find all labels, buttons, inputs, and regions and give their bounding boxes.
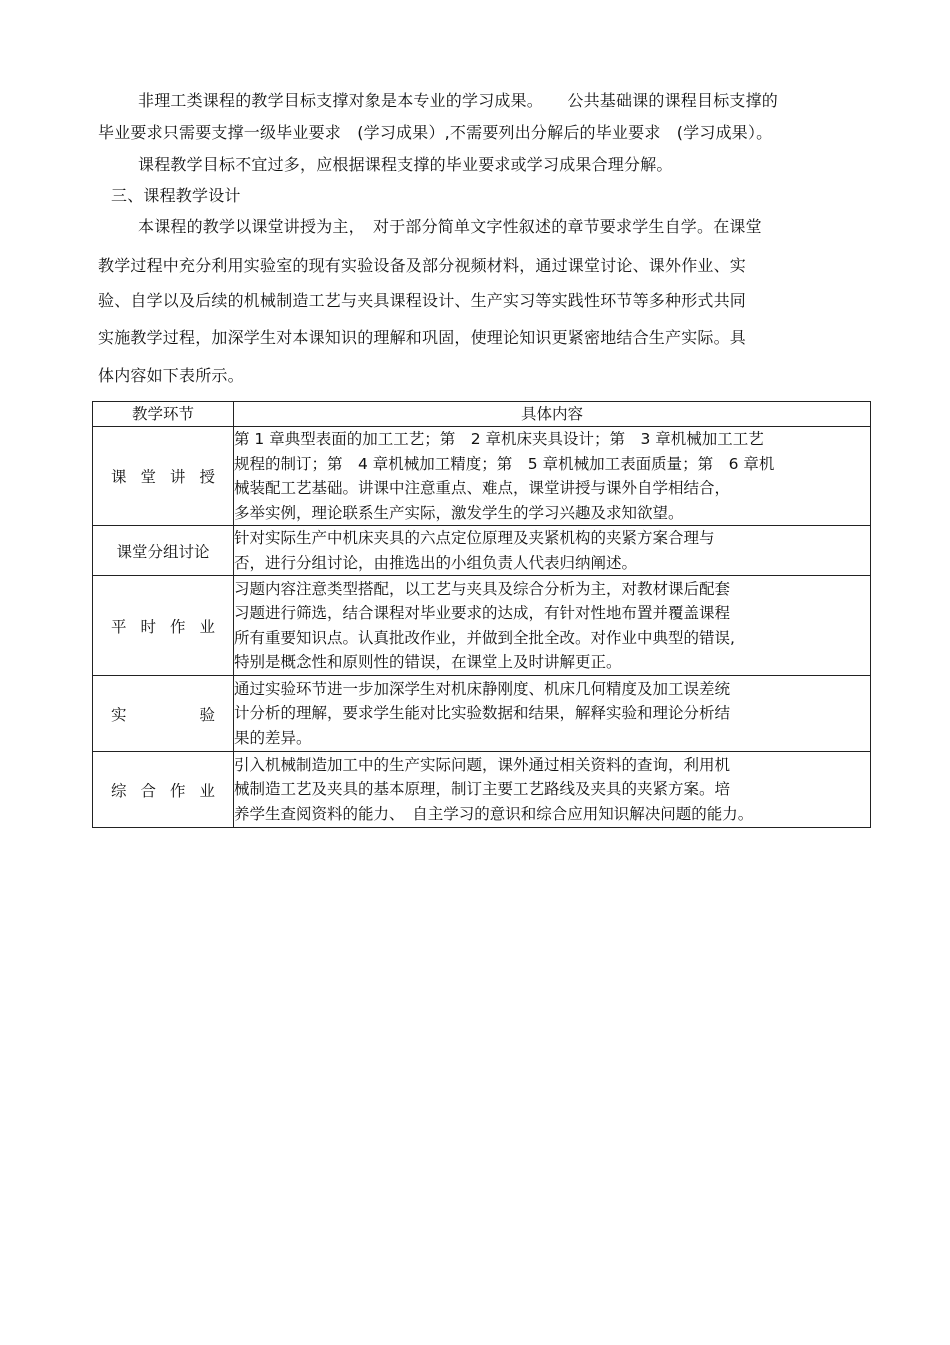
row-label: 课堂分组讨论 xyxy=(116,542,210,561)
intro-line-3: 课程教学目标不宜过多，应根据课程支撑的毕业要求或学习成果合理分解。 xyxy=(138,155,673,174)
intro-line-2: 毕业要求只需要支撑一级毕业要求 (学习成果）,不需要列出分解后的毕业要求 (学习成果）。 xyxy=(98,123,773,142)
content-line: 果的差异。 xyxy=(234,728,312,747)
table-row xyxy=(93,576,871,676)
table-row xyxy=(93,752,871,828)
row-content-cell xyxy=(234,427,871,526)
row-content-cell xyxy=(234,576,871,676)
teaching-design-table xyxy=(92,401,871,828)
row-content-cell xyxy=(234,752,871,828)
row-label-cell xyxy=(93,676,234,752)
content-line: 计分析的理解，要求学生能对比实验数据和结果，解释实验和理论分析结 xyxy=(234,704,731,723)
row-label-cell xyxy=(93,752,234,828)
content-line: 习题内容注意类型搭配，以工艺与夹具及综合分析为主，对教材课后配套 xyxy=(234,579,731,598)
content-line: 所有重要知识点。认真批改作业，并做到全批全改。对作业中典型的错误, xyxy=(234,628,735,647)
section-line-1: 本课程的教学以课堂讲授为主， 对于部分简单文字性叙述的章节要求学生自学。在课堂 xyxy=(138,217,762,236)
content-line: 习题进行筛选，结合课程对毕业要求的达成，有针对性地布置并覆盖课程 xyxy=(234,604,731,622)
content-line: 通过实验环节进一步加深学生对机床静刚度、机床几何精度及加工误差统 xyxy=(234,679,731,698)
table-row xyxy=(93,676,871,752)
content-line: 械装配工艺基础。讲课中注意重点、难点，课堂讲授与课外自学相结合， xyxy=(234,479,731,497)
header-teaching-stage: 教学环节 xyxy=(93,402,234,427)
row-content-cell xyxy=(234,526,871,576)
table-row xyxy=(93,427,871,526)
table-row xyxy=(93,526,871,576)
content-line: 否，进行分组讨论，由推选出的小组负责人代表归纳阐述。 xyxy=(234,553,638,572)
content-line: 械制造工艺及夹具的基本原理，制订主要工艺路线及夹具的夹紧方案。培 xyxy=(234,780,731,799)
row-label: 综合作业 xyxy=(111,781,215,800)
row-label: 平时作业 xyxy=(111,617,215,636)
row-label-cell xyxy=(93,576,234,676)
content-line: 多举实例，理论联系生产实际，激发学生的学习兴趣及求知欲望。 xyxy=(234,503,684,522)
content-line: 特别是概念性和原则性的错误，在课堂上及时讲解更正。 xyxy=(234,653,622,671)
section-heading: 三、课程教学设计 xyxy=(111,186,241,205)
content-line: 第 1 章典型表面的加工工艺；第 2 章机床夹具设计；第 3 章机械加工工艺 xyxy=(234,430,764,448)
content-line: 针对实际生产中机床夹具的六点定位原理及夹紧机构的夹紧方案合理与 xyxy=(234,529,715,547)
row-label-cell xyxy=(93,427,234,526)
section-line-2: 教学过程中充分利用实验室的现有实验设备及部分视频材料，通过课堂讨论、课外作业、实 xyxy=(98,256,747,275)
header-specific-content: 具体内容 xyxy=(234,402,871,427)
section-line-5: 体内容如下表所示。 xyxy=(98,366,244,385)
intro-line-1: 非理工类课程的教学目标支撑对象是本专业的学习成果。 公共基础课的课程目标支撑的 xyxy=(138,91,779,110)
row-label: 实验 xyxy=(111,705,215,724)
table-header-row xyxy=(93,402,871,427)
section-line-4: 实施教学过程，加深学生对本课知识的理解和巩固，使理论知识更紧密地结合生产实际。具 xyxy=(98,328,747,347)
content-line: 引入机械制造加工中的生产实际问题，课外通过相关资料的查询，利用机 xyxy=(234,755,731,774)
row-label-cell xyxy=(93,526,234,576)
row-label: 课堂讲授 xyxy=(111,468,215,486)
row-content-cell xyxy=(234,676,871,752)
content-line: 养学生查阅资料的能力、 自主学习的意识和综合应用知识解决问题的能力。 xyxy=(234,804,754,823)
content-line: 规程的制订；第 4 章机械加工精度；第 5 章机械加工表面质量；第 6 章机 xyxy=(234,454,775,473)
section-line-3: 验、自学以及后续的机械制造工艺与夹具课程设计、生产实习等实践性环节等多种形式共同 xyxy=(98,291,747,310)
